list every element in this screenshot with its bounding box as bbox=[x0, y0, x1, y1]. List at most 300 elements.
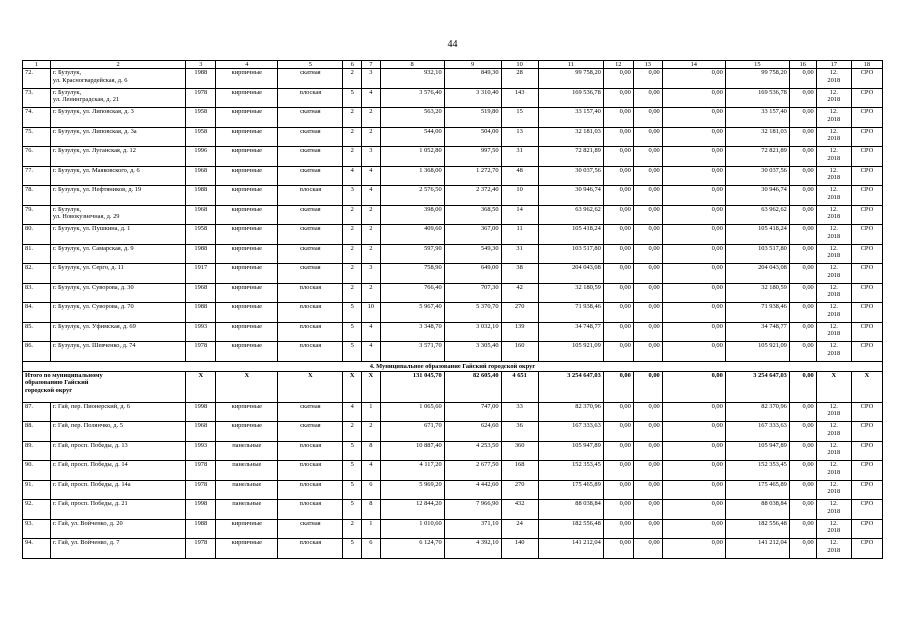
table-cell: 33 bbox=[501, 402, 538, 422]
table-cell: 3 032,10 bbox=[444, 322, 501, 342]
total-cell: 82 605,40 bbox=[444, 371, 501, 402]
table-cell: 34 748,77 bbox=[538, 322, 603, 342]
table-cell: 204 043,08 bbox=[538, 264, 603, 284]
table-cell: г. Бузулук, ул. Самарская, д. 9 bbox=[50, 244, 185, 264]
table-cell: 105 418,24 bbox=[538, 225, 603, 245]
table-cell: 0,00 bbox=[662, 225, 725, 245]
table-cell: СРО bbox=[851, 264, 882, 284]
table-cell: 12. 2018 bbox=[816, 127, 851, 147]
table-cell: 4 bbox=[362, 166, 381, 186]
table-cell: 12. 2018 bbox=[816, 519, 851, 539]
header-cell: 10 bbox=[501, 61, 538, 69]
table-cell: 0,00 bbox=[789, 186, 816, 206]
header-cell: 7 bbox=[362, 61, 381, 69]
table-cell: 997,50 bbox=[444, 147, 501, 167]
table-cell: СРО bbox=[851, 244, 882, 264]
table-cell: 5 bbox=[343, 441, 362, 461]
table-cell: скатная bbox=[278, 225, 343, 245]
table-cell: 72 821,89 bbox=[538, 147, 603, 167]
table-row bbox=[23, 244, 883, 264]
table-cell: кирпичные bbox=[216, 127, 278, 147]
table-cell: 1958 bbox=[186, 108, 216, 128]
table-cell: 649,00 bbox=[444, 264, 501, 284]
table-row bbox=[23, 205, 883, 225]
table-cell: г. Гай, просп. Победы, д. 21 bbox=[50, 500, 185, 520]
table-cell: 85. bbox=[23, 322, 51, 342]
table-cell: СРО bbox=[851, 480, 882, 500]
total-cell: 0,00 bbox=[603, 371, 633, 402]
table-cell: 0,00 bbox=[633, 342, 662, 362]
table-cell: 3 bbox=[362, 69, 381, 89]
table-cell: СРО bbox=[851, 519, 882, 539]
table-cell: скатная bbox=[278, 205, 343, 225]
table-row bbox=[23, 480, 883, 500]
table-cell: 0,00 bbox=[662, 88, 725, 108]
table-cell: 12. 2018 bbox=[816, 402, 851, 422]
table-cell: 169 536,78 bbox=[725, 88, 789, 108]
table-cell: 105 947,89 bbox=[538, 441, 603, 461]
table-cell: 624,60 bbox=[444, 422, 501, 442]
table-cell: 4 bbox=[362, 186, 381, 206]
table-cell: 0,00 bbox=[633, 205, 662, 225]
table-cell: 3 576,40 bbox=[380, 88, 444, 108]
table-cell: кирпичные bbox=[216, 422, 278, 442]
table-cell: 89. bbox=[23, 441, 51, 461]
table-cell: 12. 2018 bbox=[816, 69, 851, 89]
table-cell: скатная bbox=[278, 108, 343, 128]
table-cell: 175 465,89 bbox=[725, 480, 789, 500]
table-cell: 4 bbox=[343, 402, 362, 422]
table-cell: 1978 bbox=[186, 461, 216, 481]
table-cell: 0,00 bbox=[633, 500, 662, 520]
table-cell: 0,00 bbox=[603, 264, 633, 284]
table-cell: 5 bbox=[343, 480, 362, 500]
table-cell: 0,00 bbox=[789, 519, 816, 539]
table-cell: 4 bbox=[343, 166, 362, 186]
table-cell: 175 465,89 bbox=[538, 480, 603, 500]
table-cell: 71 938,46 bbox=[725, 303, 789, 323]
table-cell: 34 748,77 bbox=[725, 322, 789, 342]
table-cell: 270 bbox=[501, 303, 538, 323]
table-cell: 0,00 bbox=[662, 127, 725, 147]
table-cell: 13 bbox=[501, 127, 538, 147]
table-cell: 5 bbox=[343, 322, 362, 342]
table-cell: 0,00 bbox=[789, 500, 816, 520]
table-cell: панельные bbox=[216, 480, 278, 500]
table-row bbox=[23, 69, 883, 89]
table-cell: плоская bbox=[278, 88, 343, 108]
table-cell: 597,90 bbox=[380, 244, 444, 264]
table-cell: кирпичные bbox=[216, 283, 278, 303]
table-cell: 12. 2018 bbox=[816, 166, 851, 186]
table-cell: 1968 bbox=[186, 166, 216, 186]
table-cell: 2 bbox=[343, 422, 362, 442]
header-cell: 14 bbox=[662, 61, 725, 69]
table-cell: 12 844,20 bbox=[380, 500, 444, 520]
table-cell: 0,00 bbox=[633, 69, 662, 89]
table-cell: 88 038,84 bbox=[538, 500, 603, 520]
table-cell: 15 bbox=[501, 108, 538, 128]
table-cell: 63 962,62 bbox=[725, 205, 789, 225]
table-cell: 932,10 bbox=[380, 69, 444, 89]
table-cell: 86. bbox=[23, 342, 51, 362]
table-cell: 371,10 bbox=[444, 519, 501, 539]
table-cell: 87. bbox=[23, 402, 51, 422]
table-cell: 0,00 bbox=[789, 69, 816, 89]
table-cell: 168 bbox=[501, 461, 538, 481]
table-cell: 12. 2018 bbox=[816, 147, 851, 167]
section-title: 4. Муниципальное образование Гайский городской округ bbox=[23, 361, 883, 371]
table-cell: 82 370,96 bbox=[538, 402, 603, 422]
table-cell: 1993 bbox=[186, 441, 216, 461]
total-cell: X bbox=[343, 371, 362, 402]
table-cell: 3 bbox=[362, 147, 381, 167]
table-cell: 167 333,63 bbox=[538, 422, 603, 442]
table-cell: 82 370,96 bbox=[725, 402, 789, 422]
header-cell: 13 bbox=[633, 61, 662, 69]
table-cell: г. Гай, просп. Победы, д. 14а bbox=[50, 480, 185, 500]
table-cell: 160 bbox=[501, 342, 538, 362]
table-row bbox=[23, 264, 883, 284]
table-cell: 2 bbox=[343, 127, 362, 147]
table-row bbox=[23, 322, 883, 342]
table-cell: 83. bbox=[23, 283, 51, 303]
table-cell: 32 181,03 bbox=[725, 127, 789, 147]
table-cell: 8 bbox=[362, 500, 381, 520]
table-cell: 91. bbox=[23, 480, 51, 500]
table-cell: 1 052,80 bbox=[380, 147, 444, 167]
table-cell: 88 038,84 bbox=[725, 500, 789, 520]
table-cell: СРО bbox=[851, 108, 882, 128]
table-cell: 0,00 bbox=[603, 108, 633, 128]
table-cell: 4 bbox=[362, 88, 381, 108]
table-cell: плоская bbox=[278, 342, 343, 362]
table-cell: 0,00 bbox=[603, 461, 633, 481]
table-cell: 0,00 bbox=[603, 342, 633, 362]
table-cell: 12. 2018 bbox=[816, 441, 851, 461]
header-cell: 4 bbox=[216, 61, 278, 69]
table-cell: 105 947,89 bbox=[725, 441, 789, 461]
table-cell: 72. bbox=[23, 69, 51, 89]
header-cell: 2 bbox=[50, 61, 185, 69]
table-cell: панельные bbox=[216, 500, 278, 520]
table-cell: 0,00 bbox=[789, 402, 816, 422]
table-cell: 12. 2018 bbox=[816, 539, 851, 559]
table-cell: кирпичные bbox=[216, 147, 278, 167]
table-cell: 0,00 bbox=[603, 441, 633, 461]
table-cell: СРО bbox=[851, 205, 882, 225]
table-cell: СРО bbox=[851, 422, 882, 442]
total-cell: 3 254 647,03 bbox=[538, 371, 603, 402]
table-cell: СРО bbox=[851, 461, 882, 481]
table-cell: 3 348,70 bbox=[380, 322, 444, 342]
table-cell: 0,00 bbox=[633, 422, 662, 442]
table-cell: СРО bbox=[851, 127, 882, 147]
table-cell: 549,30 bbox=[444, 244, 501, 264]
table-cell: плоская bbox=[278, 322, 343, 342]
table-cell: 4 117,20 bbox=[380, 461, 444, 481]
table-cell: 80. bbox=[23, 225, 51, 245]
table-cell: кирпичные bbox=[216, 244, 278, 264]
table-cell: 0,00 bbox=[662, 69, 725, 89]
table-cell: 2 bbox=[343, 264, 362, 284]
table-cell: 1968 bbox=[186, 205, 216, 225]
table-cell: 0,00 bbox=[662, 147, 725, 167]
table-cell: 1 bbox=[362, 519, 381, 539]
table-row bbox=[23, 225, 883, 245]
table-cell: 3 305,40 bbox=[444, 342, 501, 362]
table-cell: плоская bbox=[278, 539, 343, 559]
table-cell: скатная bbox=[278, 422, 343, 442]
table-cell: 12. 2018 bbox=[816, 422, 851, 442]
header-cell: 17 bbox=[816, 61, 851, 69]
table-cell: 6 124,70 bbox=[380, 539, 444, 559]
table-cell: СРО bbox=[851, 500, 882, 520]
table-cell: 99 758,20 bbox=[538, 69, 603, 89]
total-cell: X bbox=[278, 371, 343, 402]
table-cell: 0,00 bbox=[603, 186, 633, 206]
table-cell: 3 310,40 bbox=[444, 88, 501, 108]
table-cell: 504,00 bbox=[444, 127, 501, 147]
table-cell: 2 bbox=[362, 127, 381, 147]
table-cell: 3 571,70 bbox=[380, 342, 444, 362]
table-cell: 0,00 bbox=[603, 322, 633, 342]
table-cell: 1993 bbox=[186, 322, 216, 342]
table-cell: 0,00 bbox=[789, 147, 816, 167]
table-cell: 1 272,70 bbox=[444, 166, 501, 186]
table-cell: 31 bbox=[501, 147, 538, 167]
table-cell: 169 536,78 bbox=[538, 88, 603, 108]
table-cell: скатная bbox=[278, 166, 343, 186]
table-cell: 360 bbox=[501, 441, 538, 461]
table-cell: 0,00 bbox=[633, 461, 662, 481]
table-cell: 81. bbox=[23, 244, 51, 264]
table-cell: 0,00 bbox=[633, 539, 662, 559]
table-cell: 1917 bbox=[186, 264, 216, 284]
table-cell: 1988 bbox=[186, 519, 216, 539]
table-cell: скатная bbox=[278, 264, 343, 284]
table-cell: 0,00 bbox=[603, 127, 633, 147]
header-cell: 8 bbox=[380, 61, 444, 69]
table-cell: СРО bbox=[851, 539, 882, 559]
table-cell: 12. 2018 bbox=[816, 283, 851, 303]
table-cell: 1978 bbox=[186, 342, 216, 362]
table-cell: г. Бузулук, ул. Суворова, д. 70 bbox=[50, 303, 185, 323]
table-cell: 519,80 bbox=[444, 108, 501, 128]
table-cell: 12. 2018 bbox=[816, 303, 851, 323]
table-cell: 2 372,40 bbox=[444, 186, 501, 206]
table-cell: кирпичные bbox=[216, 69, 278, 89]
table-cell: 1968 bbox=[186, 422, 216, 442]
table-cell: 2 576,50 bbox=[380, 186, 444, 206]
table-cell: г. Гай, просп. Победы, д. 14 bbox=[50, 461, 185, 481]
table-cell: 4 bbox=[362, 342, 381, 362]
total-cell: 3 254 647,03 bbox=[725, 371, 789, 402]
table-cell: 398,00 bbox=[380, 205, 444, 225]
table-cell: СРО bbox=[851, 186, 882, 206]
table-cell: кирпичные bbox=[216, 186, 278, 206]
total-cell: X bbox=[186, 371, 216, 402]
table-cell: 139 bbox=[501, 322, 538, 342]
total-cell: 131 045,70 bbox=[380, 371, 444, 402]
table-cell: 2 bbox=[362, 422, 381, 442]
table-cell: 32 180,59 bbox=[725, 283, 789, 303]
table-cell: 0,00 bbox=[603, 147, 633, 167]
table-cell: 0,00 bbox=[603, 402, 633, 422]
table-cell: 0,00 bbox=[789, 205, 816, 225]
table-cell: плоская bbox=[278, 186, 343, 206]
table-cell: 0,00 bbox=[789, 322, 816, 342]
table-cell: 0,00 bbox=[662, 539, 725, 559]
total-label: Итого по муниципальному образованию Гайский городской округ bbox=[23, 371, 186, 402]
table-cell: кирпичные bbox=[216, 539, 278, 559]
table-cell: г. Гай, пер. Полянчко, д. 5 bbox=[50, 422, 185, 442]
table-cell: 30 037,56 bbox=[725, 166, 789, 186]
table-cell: 2 bbox=[343, 69, 362, 89]
table-cell: СРО bbox=[851, 303, 882, 323]
table-cell: 0,00 bbox=[603, 480, 633, 500]
table-cell: 5 bbox=[343, 500, 362, 520]
table-cell: 0,00 bbox=[662, 166, 725, 186]
table-cell: плоская bbox=[278, 441, 343, 461]
table-cell: 0,00 bbox=[633, 480, 662, 500]
header-row bbox=[23, 61, 883, 69]
table-cell: 0,00 bbox=[662, 108, 725, 128]
table-row bbox=[23, 88, 883, 108]
table-cell: 72 821,89 bbox=[725, 147, 789, 167]
table-cell: 12. 2018 bbox=[816, 322, 851, 342]
table-cell: 79. bbox=[23, 205, 51, 225]
table-cell: 182 556,48 bbox=[538, 519, 603, 539]
table-cell: плоская bbox=[278, 480, 343, 500]
table-cell: 4 bbox=[362, 461, 381, 481]
table-cell: 93. bbox=[23, 519, 51, 539]
table-cell: 0,00 bbox=[789, 480, 816, 500]
table-cell: 78. bbox=[23, 186, 51, 206]
table-cell: 5 bbox=[343, 342, 362, 362]
table-cell: 38 bbox=[501, 264, 538, 284]
table-cell: 99 758,20 bbox=[725, 69, 789, 89]
table-cell: 0,00 bbox=[789, 422, 816, 442]
table-cell: 0,00 bbox=[603, 422, 633, 442]
table-cell: 73. bbox=[23, 88, 51, 108]
total-cell: X bbox=[216, 371, 278, 402]
total-cell: X bbox=[851, 371, 882, 402]
table-cell: плоская bbox=[278, 500, 343, 520]
table-row bbox=[23, 108, 883, 128]
table-cell: 1 065,60 bbox=[380, 402, 444, 422]
page-number: 44 bbox=[447, 39, 458, 50]
table-cell: кирпичные bbox=[216, 519, 278, 539]
table-cell: СРО bbox=[851, 322, 882, 342]
table-cell: 1968 bbox=[186, 283, 216, 303]
table-cell: 1988 bbox=[186, 303, 216, 323]
table-cell: 2 bbox=[343, 147, 362, 167]
table-cell: скатная bbox=[278, 402, 343, 422]
table-cell: 28 bbox=[501, 69, 538, 89]
table-cell: 32 180,59 bbox=[538, 283, 603, 303]
table-cell: панельные bbox=[216, 441, 278, 461]
table-cell: 30 037,56 bbox=[538, 166, 603, 186]
table-cell: 14 bbox=[501, 205, 538, 225]
table-cell: 141 212,04 bbox=[538, 539, 603, 559]
table-cell: 0,00 bbox=[789, 539, 816, 559]
table-cell: скатная bbox=[278, 244, 343, 264]
table-cell: 671,70 bbox=[380, 422, 444, 442]
table-cell: СРО bbox=[851, 147, 882, 167]
header-cell: 15 bbox=[725, 61, 789, 69]
table-cell: 5 bbox=[343, 539, 362, 559]
table-cell: 2 bbox=[362, 244, 381, 264]
table-cell: 12. 2018 bbox=[816, 264, 851, 284]
table-cell: кирпичные bbox=[216, 342, 278, 362]
table-cell: 0,00 bbox=[789, 303, 816, 323]
table-cell: 1 368,00 bbox=[380, 166, 444, 186]
table-cell: скатная bbox=[278, 127, 343, 147]
table-cell: 105 921,09 bbox=[538, 342, 603, 362]
table-cell: 2 677,50 bbox=[444, 461, 501, 481]
table-cell: 747,00 bbox=[444, 402, 501, 422]
table-row bbox=[23, 539, 883, 559]
table-cell: 0,00 bbox=[662, 461, 725, 481]
table-cell: кирпичные bbox=[216, 322, 278, 342]
table-cell: 0,00 bbox=[789, 342, 816, 362]
table-cell: 32 181,03 bbox=[538, 127, 603, 147]
table-cell: 12. 2018 bbox=[816, 108, 851, 128]
table-cell: 0,00 bbox=[789, 166, 816, 186]
table-cell: 5 bbox=[343, 303, 362, 323]
table-cell: 432 bbox=[501, 500, 538, 520]
table-cell: 2 bbox=[343, 225, 362, 245]
table-cell: г. Бузулук, ул. Шевченко, д. 74 bbox=[50, 342, 185, 362]
table-cell: 152 353,45 bbox=[538, 461, 603, 481]
table-cell: 30 946,74 bbox=[538, 186, 603, 206]
table-cell: 0,00 bbox=[789, 108, 816, 128]
table-cell: СРО bbox=[851, 166, 882, 186]
table-cell: 1988 bbox=[186, 69, 216, 89]
table-cell: г. Бузулук, ул. Новокузнечная, д. 29 bbox=[50, 205, 185, 225]
table-cell: 152 353,45 bbox=[725, 461, 789, 481]
table-cell: 3 bbox=[362, 264, 381, 284]
table-cell: 0,00 bbox=[603, 539, 633, 559]
table-cell: 0,00 bbox=[633, 441, 662, 461]
table-cell: 0,00 bbox=[662, 303, 725, 323]
table-cell: 167 333,63 bbox=[725, 422, 789, 442]
table-cell: 10 887,40 bbox=[380, 441, 444, 461]
table-cell: 12. 2018 bbox=[816, 480, 851, 500]
table-cell: 2 bbox=[362, 283, 381, 303]
table-cell: 2 bbox=[362, 205, 381, 225]
table-cell: 0,00 bbox=[662, 480, 725, 500]
table-cell: г. Бузулук, ул. Ленинградская, д. 21 bbox=[50, 88, 185, 108]
table-cell: 77. bbox=[23, 166, 51, 186]
table-cell: СРО bbox=[851, 402, 882, 422]
table-cell: 71 938,46 bbox=[538, 303, 603, 323]
table-cell: 758,90 bbox=[380, 264, 444, 284]
table-cell: 2 bbox=[343, 108, 362, 128]
table-cell: 0,00 bbox=[603, 69, 633, 89]
table-cell: 0,00 bbox=[662, 500, 725, 520]
table-cell: СРО bbox=[851, 441, 882, 461]
table-cell: 0,00 bbox=[662, 441, 725, 461]
table-cell: 12. 2018 bbox=[816, 342, 851, 362]
table-cell: 33 157,40 bbox=[725, 108, 789, 128]
table-cell: 204 043,08 bbox=[725, 264, 789, 284]
table-row bbox=[23, 441, 883, 461]
table-cell: 75. bbox=[23, 127, 51, 147]
table-cell: 12. 2018 bbox=[816, 225, 851, 245]
table-cell: 0,00 bbox=[633, 244, 662, 264]
